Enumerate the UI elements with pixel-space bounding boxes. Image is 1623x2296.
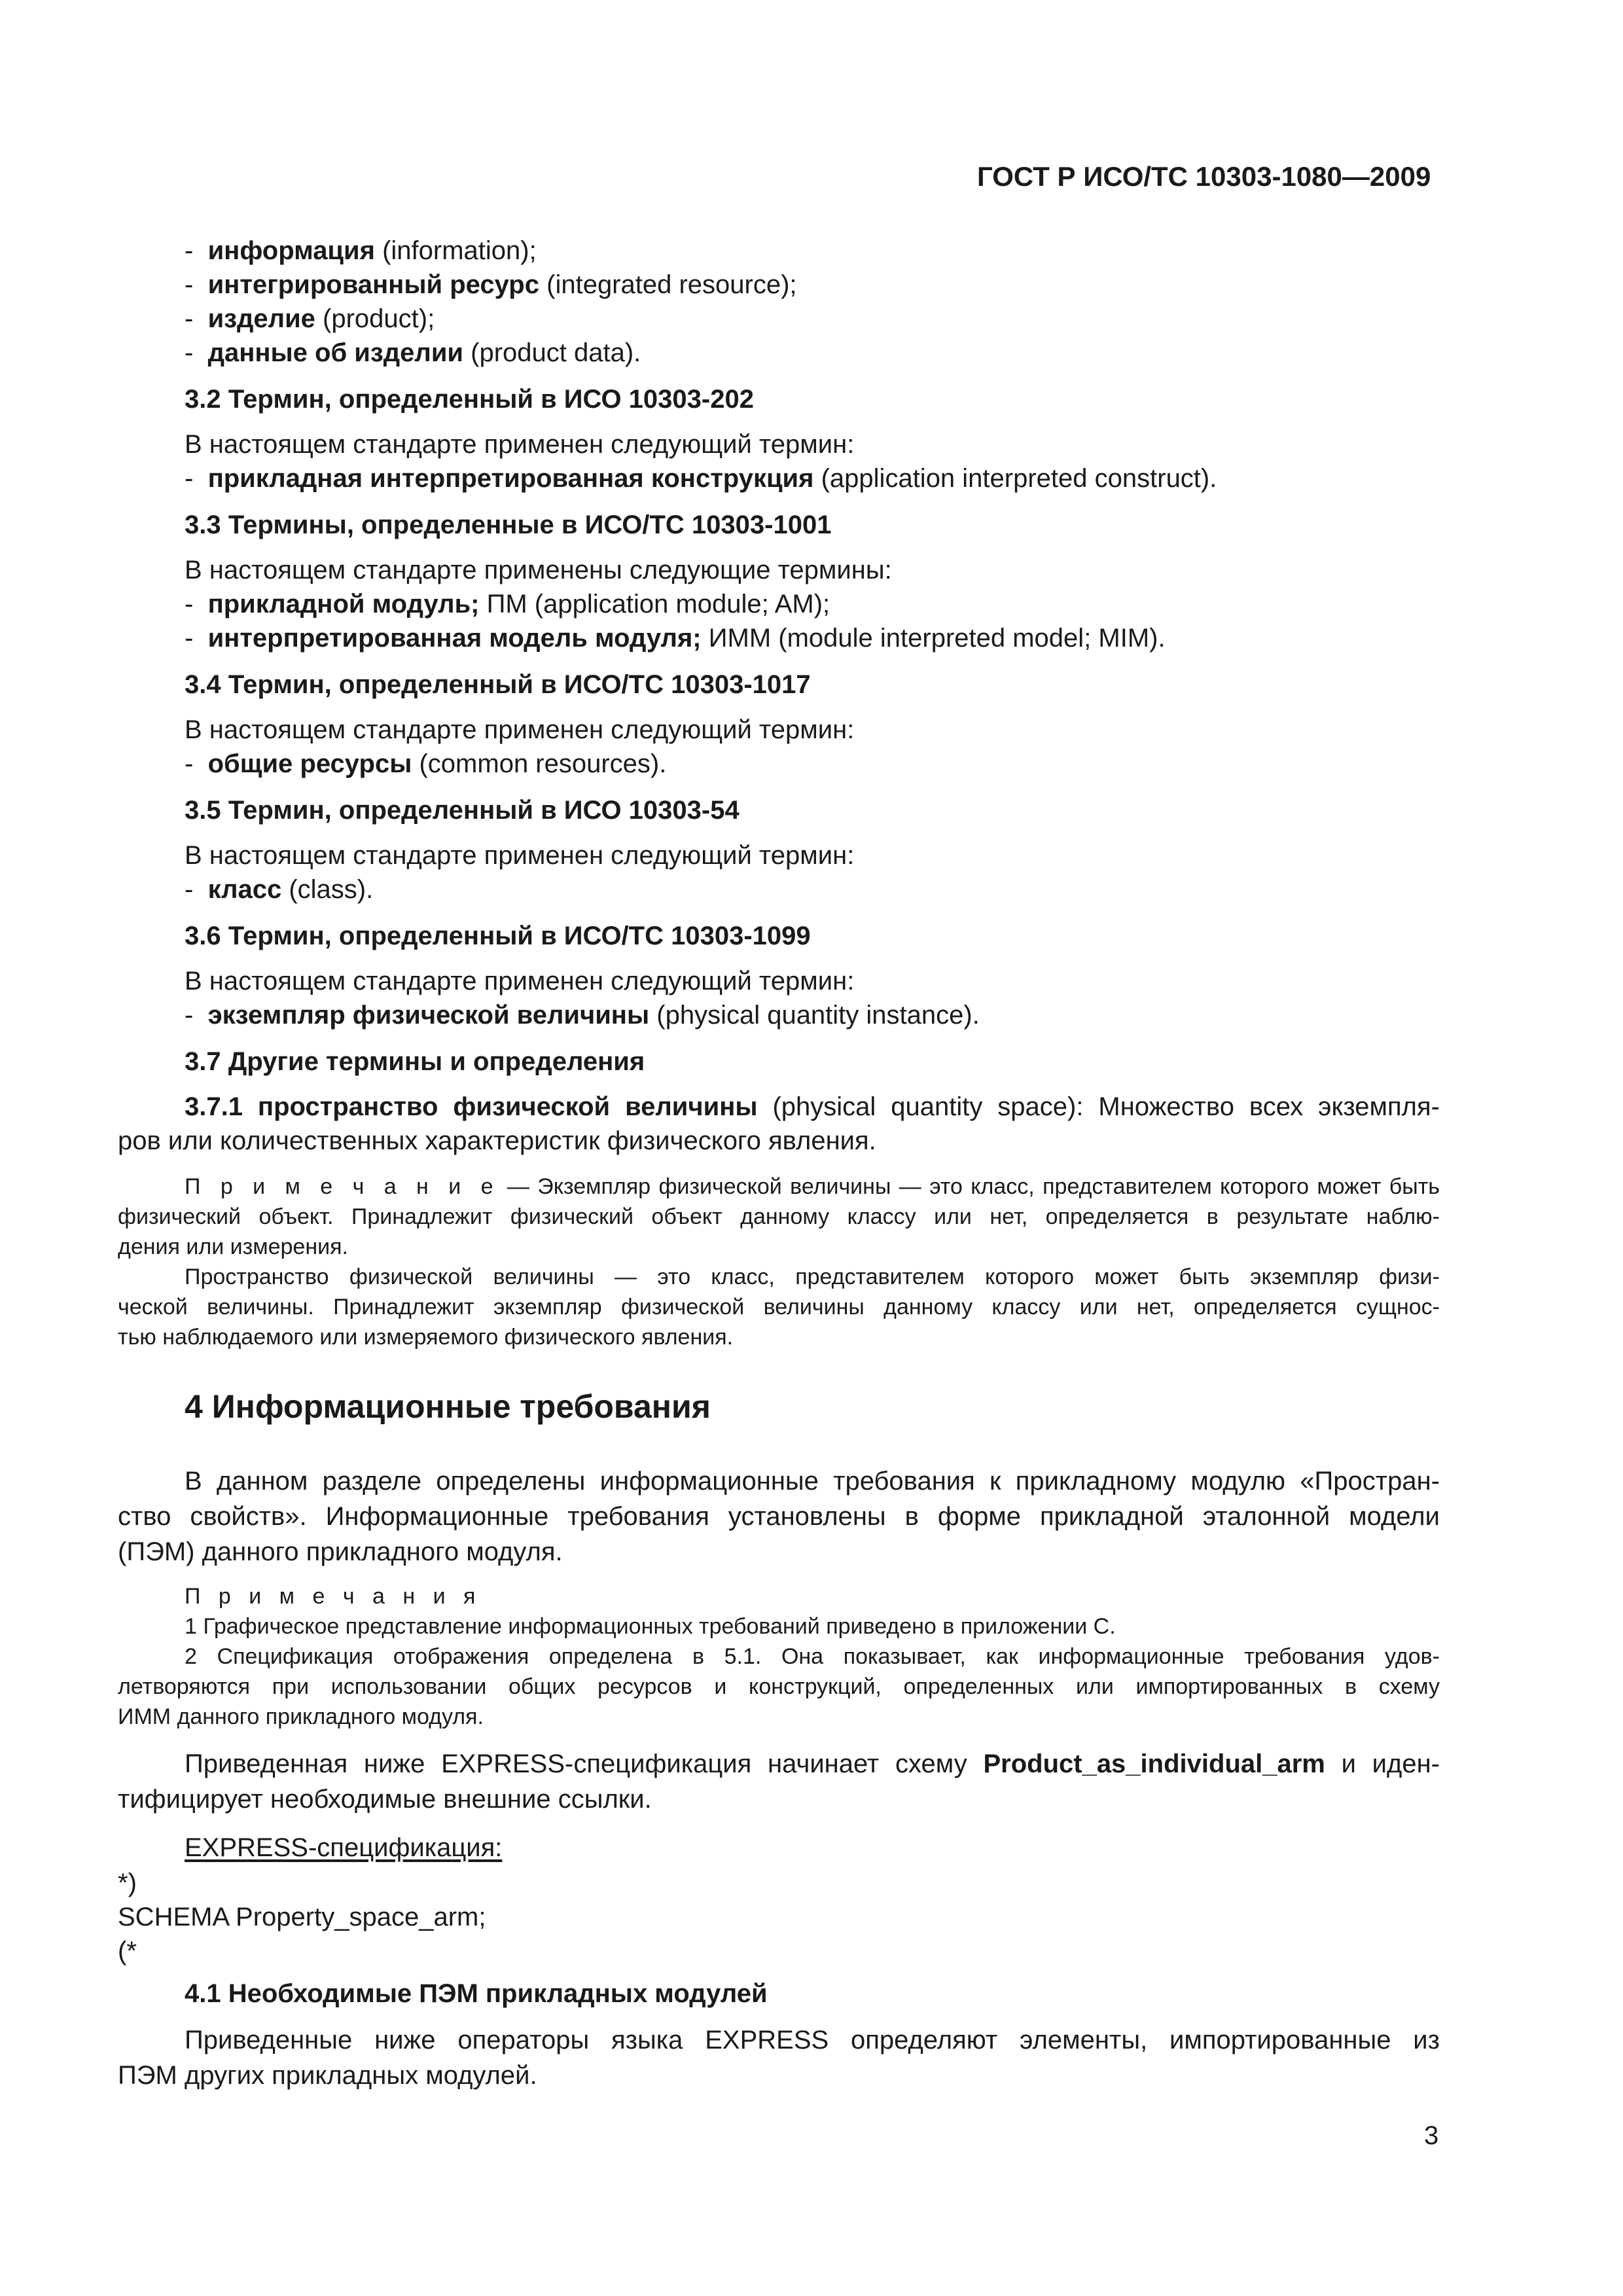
note-line: физический объект. Принадлежит физический объект данному классу или нет, определяется в результате наблю- — [118, 1204, 1440, 1229]
page-number: 3 — [1424, 2121, 1439, 2150]
list-dash: - — [185, 1001, 194, 1030]
list-dash: - — [185, 624, 194, 653]
paragraph-line: ство свойств». Информационные требования установлены в форме прикладной эталонной модели — [118, 1502, 1440, 1531]
list-dash: - — [185, 236, 194, 265]
note-label: П р и м е ч а н и е — [185, 1174, 499, 1199]
list-dash: - — [185, 875, 194, 904]
section-heading-3-7: 3.7 Другие термины и определения — [185, 1047, 645, 1076]
definition-line — [185, 1089, 1440, 1124]
note-line: 1 Графическое представление информационных требований приведено в приложении С. — [185, 1614, 1116, 1639]
section-heading-4-1: 4.1 Необходимые ПЭМ прикладных модулей — [185, 1979, 768, 2008]
term-en: (product); — [323, 304, 435, 333]
term-en: (application interpreted construct). — [821, 464, 1217, 493]
notes-label: П р и м е ч а н и я — [185, 1584, 482, 1609]
code-line: (* — [118, 1937, 137, 1965]
term-ru: экземпляр физической величины — [207, 1001, 650, 1030]
list-dash: - — [185, 304, 194, 333]
section-heading-3-2: 3.2 Термин, определенный в ИСО 10303-202 — [185, 385, 754, 414]
note-line: ИММ данного прикладного модуля. — [118, 1704, 484, 1729]
list-item — [185, 335, 641, 370]
term-en: (common resources). — [419, 749, 667, 778]
list-dash: - — [185, 338, 194, 367]
definition-line: ров или количественных характеристик физического явления. — [118, 1126, 876, 1155]
note-line: Пространство физической величины — это класс, представителем которого может быть экземпляр физи- — [185, 1265, 1440, 1289]
section-intro: В настоящем стандарте применен следующий термин: — [185, 430, 855, 459]
list-item — [185, 461, 1217, 496]
section-heading-4: 4 Информационные требования — [185, 1388, 711, 1425]
paragraph-line: (ПЭМ) данного прикладного модуля. — [118, 1537, 563, 1566]
section-intro: В настоящем стандарте применен следующий термин: — [185, 715, 855, 744]
term-ru: данные об изделии — [207, 338, 463, 367]
list-dash: - — [185, 270, 194, 299]
term-en: (information); — [382, 236, 537, 265]
paragraph-line: ПЭМ других прикладных модулей. — [118, 2061, 537, 2090]
section-intro: В настоящем стандарте применен следующий термин: — [185, 967, 855, 996]
paragraph-line: В данном разделе определены информационные требования к прикладному модулю «Простран- — [185, 1467, 1440, 1496]
term-ru: класс — [207, 875, 282, 904]
term-ru: прикладной модуль; — [207, 590, 480, 619]
list-item — [185, 267, 797, 302]
term-en: (integrated resource); — [546, 270, 797, 299]
paragraph-line: тифицирует необходимые внешние ссылки. — [118, 1785, 652, 1814]
note-line — [185, 1172, 1440, 1202]
term-ru: прикладная интерпретированная конструкция — [207, 464, 814, 493]
note-line: летворяются при использовании общих ресурсов и конструкций, определенных или импортированных в схему — [118, 1674, 1440, 1699]
term-ru: интерпретированная модель модуля; — [207, 624, 702, 653]
definition-term: пространство физической величины — [257, 1092, 758, 1121]
list-item — [185, 586, 830, 622]
term-ru: информация — [207, 236, 375, 265]
code-line: *) — [118, 1869, 137, 1897]
schema-name: Product_as_individual_arm — [983, 1749, 1325, 1778]
note-line: дения или измерения. — [118, 1234, 348, 1259]
section-intro: В настоящем стандарте применен следующий термин: — [185, 841, 855, 870]
express-intro-text: Приведенная ниже EXPRESS-спецификация начинает схему — [185, 1749, 967, 1778]
express-spec-label: EXPRESS-спецификация: — [185, 1833, 503, 1862]
term-ru: изделие — [207, 304, 315, 333]
section-heading-3-4: 3.4 Термин, определенный в ИСО/ТС 10303-1017 — [185, 670, 811, 699]
note-line: тью наблюдаемого или измеряемого физического явления. — [118, 1325, 734, 1350]
section-heading-3-5: 3.5 Термин, определенный в ИСО 10303-54 — [185, 796, 740, 825]
list-dash: - — [185, 464, 194, 493]
express-intro-text: и иден- — [1341, 1749, 1440, 1778]
section-heading-3-3: 3.3 Термины, определенные в ИСО/ТС 10303-1001 — [185, 511, 832, 539]
section-intro: В настоящем стандарте применены следующие термины: — [185, 556, 892, 584]
section-heading-3-6: 3.6 Термин, определенный в ИСО/ТС 10303-1099 — [185, 922, 811, 950]
note-text: — Экземпляр физической величины — это класс, представителем которого может быть — [507, 1174, 1440, 1199]
definition-number: 3.7.1 — [185, 1092, 243, 1121]
paragraph-line — [185, 1746, 1440, 1782]
paragraph-line: Приведенные ниже операторы языка EXPRESS определяют элементы, импортированные из — [185, 2026, 1440, 2054]
list-item — [185, 233, 537, 268]
list-item — [185, 872, 373, 907]
term-ru: общие ресурсы — [207, 749, 412, 778]
note-line: ческой величины. Принадлежит экземпляр физической величины данному классу или нет, определяется сущнос- — [118, 1295, 1440, 1319]
term-en: (class). — [289, 875, 374, 904]
list-dash: - — [185, 590, 194, 619]
code-line: SCHEMA Property_space_arm; — [118, 1903, 486, 1931]
list-item — [185, 301, 435, 336]
term-en: (physical quantity instance). — [656, 1001, 980, 1030]
list-item — [185, 746, 666, 781]
list-item — [185, 997, 980, 1033]
note-line: 2 Спецификация отображения определена в 5.1. Она показывает, как информационные требования удов- — [185, 1644, 1440, 1669]
definition-text: (physical quantity space): Множество всех экземпля- — [772, 1092, 1440, 1121]
term-ru: интегрированный ресурс — [207, 270, 539, 299]
term-en: ПМ (application module; AM); — [486, 590, 830, 619]
term-en: (product data). — [471, 338, 641, 367]
list-item — [185, 620, 1166, 656]
term-en: ИММ (module interpreted model; MIM). — [708, 624, 1166, 653]
list-dash: - — [185, 749, 194, 778]
document-header: ГОСТ Р ИСО/ТС 10303-1080—2009 — [977, 161, 1431, 192]
